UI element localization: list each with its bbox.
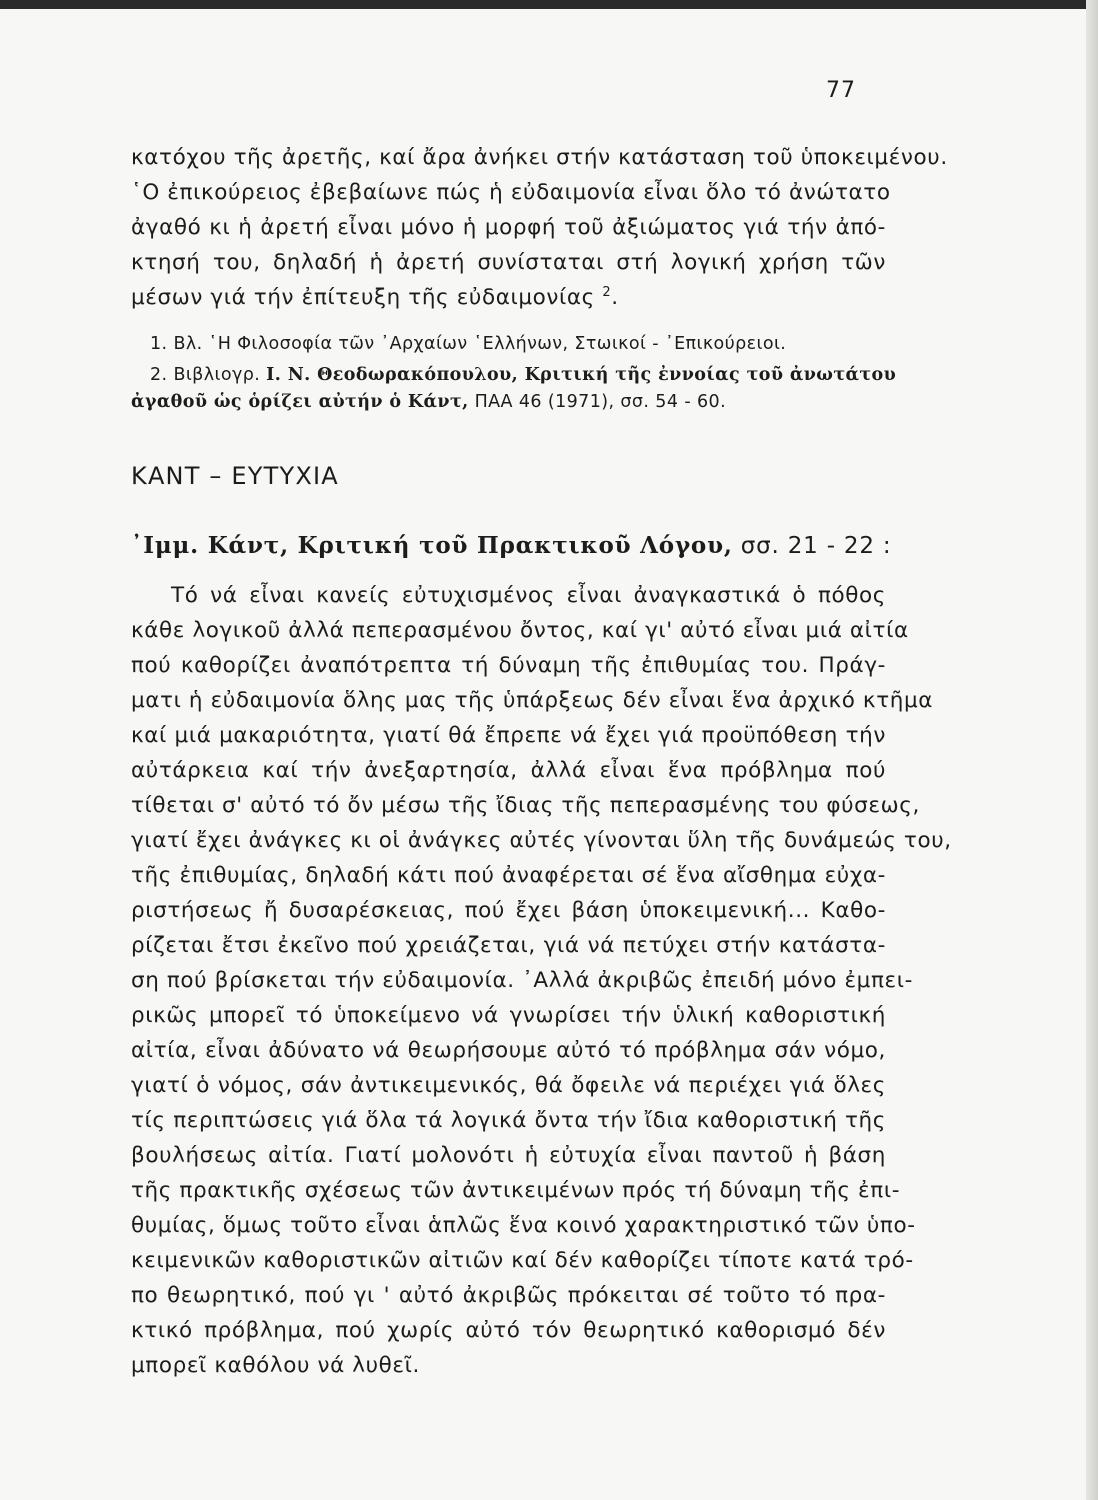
body-line: τίθεται σ' αὐτό τό ὄν μέσω τῆς ἴδιας τῆς πεπερασμένης του φύσεως,	[131, 793, 920, 818]
body-line-last: μπορεῖ καθόλου νά λυθεῖ.	[131, 1353, 420, 1378]
scan-top-edge	[0, 0, 1098, 9]
intro-last-line	[131, 285, 619, 310]
body-line: κτικό πρόβλημα, πού χωρίς αὐτό τόν θεωρητικό καθορισμό δέν	[131, 1318, 886, 1343]
footnote-1: 1. Βλ. ῾Η Φιλοσοφία τῶν ᾿Αρχαίων ῾Ελλήνων, Στωικοί - ᾿Επικούρειοι.	[150, 334, 787, 354]
page-number: 77	[826, 78, 856, 103]
body-line: ματι ἡ εὐδαιμονία ὅλης μας τῆς ὑπάρξεως δέν εἶναι ἕνα ἀρχικό κτῆμα	[131, 688, 934, 713]
scan-right-edge	[1086, 0, 1098, 1500]
body-line: Τό νά εἶναι κανείς εὐτυχισμένος εἶναι ἀναγκαστικά ὁ πόθος	[171, 583, 886, 608]
body-line: γιατί ὁ νόμος, σάν ἀντικειμενικός, θά ὄφειλε νά περιέχει γιά ὅλες	[131, 1073, 886, 1098]
intro-end: .	[611, 285, 619, 311]
intro-line: ἀγαθό κι ἡ ἀρετή εἶναι μόνο ἡ μορφή τοῦ ἀξιώματος γιά τήν ἀπό-	[131, 215, 886, 240]
footnote-2-cont	[131, 392, 726, 412]
body-line: ρίζεται ἔτσι ἐκεῖνο πού χρειάζεται, γιά νά πετύχει στήν κατάστα-	[131, 933, 886, 958]
body-line: ση πού βρίσκεται τήν εὐδαιμονία. ᾿Αλλά ἀκριβῶς ἐπειδή μόνο ἐμπει-	[131, 968, 913, 993]
body-line: τίς περιπτώσεις γιά ὅλα τά λογικά ὄντα τήν ἴδια καθοριστική τῆς	[131, 1108, 886, 1133]
intro-line: μέσων γιά τήν ἐπίτευξη τῆς εὐδαιμονίας	[131, 285, 595, 311]
source-heading	[131, 532, 891, 559]
source-pages: σσ. 21 - 22 :	[732, 533, 892, 559]
footnote-2-author: Ι. Ν. Θεοδωρακόπουλου, Κριτική τῆς ἐννοίας τοῦ ἀνωτάτου	[266, 365, 897, 385]
body-line: κειμενικῶν καθοριστικῶν αἰτιῶν καί δέν καθορίζει τίποτε κατά τρό-	[131, 1248, 914, 1273]
source-title: ᾿Ιμμ. Κάντ, Κριτική τοῦ Πρακτικοῦ Λόγου,	[131, 532, 733, 559]
footnote-ref: 2	[602, 285, 612, 300]
body-line: καί μιά μακαριότητα, γιατί θά ἔπρεπε νά ἔχει γιά προϋπόθεση τήν	[131, 723, 886, 748]
body-line: αἰτία, εἶναι ἀδύνατο νά θεωρήσουμε αὐτό τό πρόβλημα σάν νόμο,	[131, 1038, 886, 1063]
footnote-2	[150, 365, 896, 385]
body-line: θυμίας, ὅμως τοῦτο εἶναι ἁπλῶς ἕνα κοινό χαρακτηριστικό τῶν ὑπο-	[131, 1213, 916, 1238]
footnote-2-ref: ΠΑΑ 46 (1971), σσ. 54 - 60.	[468, 392, 727, 412]
section-heading: ΚΑΝΤ – ΕΥΤΥΧΙΑ	[131, 462, 339, 490]
body-line: γιατί ἔχει ἀνάγκες κι οἱ ἀνάγκες αὐτές γίνονται ὕλη τῆς δυνάμεώς του,	[131, 828, 952, 853]
body-line: πο θεωρητικό, πού γι ' αὐτό ἀκριβῶς πρόκειται σέ τοῦτο τό πρα-	[131, 1283, 886, 1308]
footnote-2-prefix: 2. Βιβλιογρ.	[150, 365, 267, 385]
body-line: ρικῶς μπορεῖ τό ὑποκείμενο νά γνωρίσει τήν ὑλική καθοριστική	[131, 1003, 886, 1028]
body-line: πού καθορίζει ἀναπότρεπτα τή δύναμη τῆς ἐπιθυμίας του. Πράγ-	[131, 653, 886, 678]
body-line: τῆς ἐπιθυμίας, δηλαδή κάτι πού ἀναφέρεται σέ ἕνα αἴσθημα εὐχα-	[131, 863, 886, 888]
body-line: αὐτάρκεια καί τήν ἀνεξαρτησία, ἀλλά εἶναι ἕνα πρόβλημα πού	[131, 758, 886, 783]
intro-line: κτησή του, δηλαδή ἡ ἀρετή συνίσταται στή λογική χρήση τῶν	[131, 250, 886, 275]
body-line: βουλήσεως αἰτία. Γιατί μολονότι ἡ εὐτυχία εἶναι παντοῦ ἡ βάση	[131, 1143, 886, 1168]
intro-line: κατόχου τῆς ἀρετῆς, καί ἄρα ἀνήκει στήν κατάσταση τοῦ ὑποκειμένου.	[131, 145, 948, 170]
intro-line: ῾Ο ἐπικούρειος ἐβεβαίωνε πώς ἡ εὐδαιμονία εἶναι ὅλο τό ἀνώτατο	[131, 180, 891, 205]
footnote-2-title: ἀγαθοῦ ὡς ὁρίζει αὐτήν ὁ Κάντ,	[131, 392, 469, 412]
body-line: ριστήσεως ἤ δυσαρέσκειας, πού ἔχει βάση ὑποκειμενική... Καθο-	[131, 898, 886, 923]
body-line: τῆς πρακτικῆς σχέσεως τῶν ἀντικειμένων πρός τή δύναμη τῆς ἐπι-	[131, 1178, 901, 1203]
body-line: κάθε λογικοῦ ἀλλά πεπερασμένου ὄντος, καί γι' αὐτό εἶναι μιά αἰτία	[131, 618, 909, 643]
